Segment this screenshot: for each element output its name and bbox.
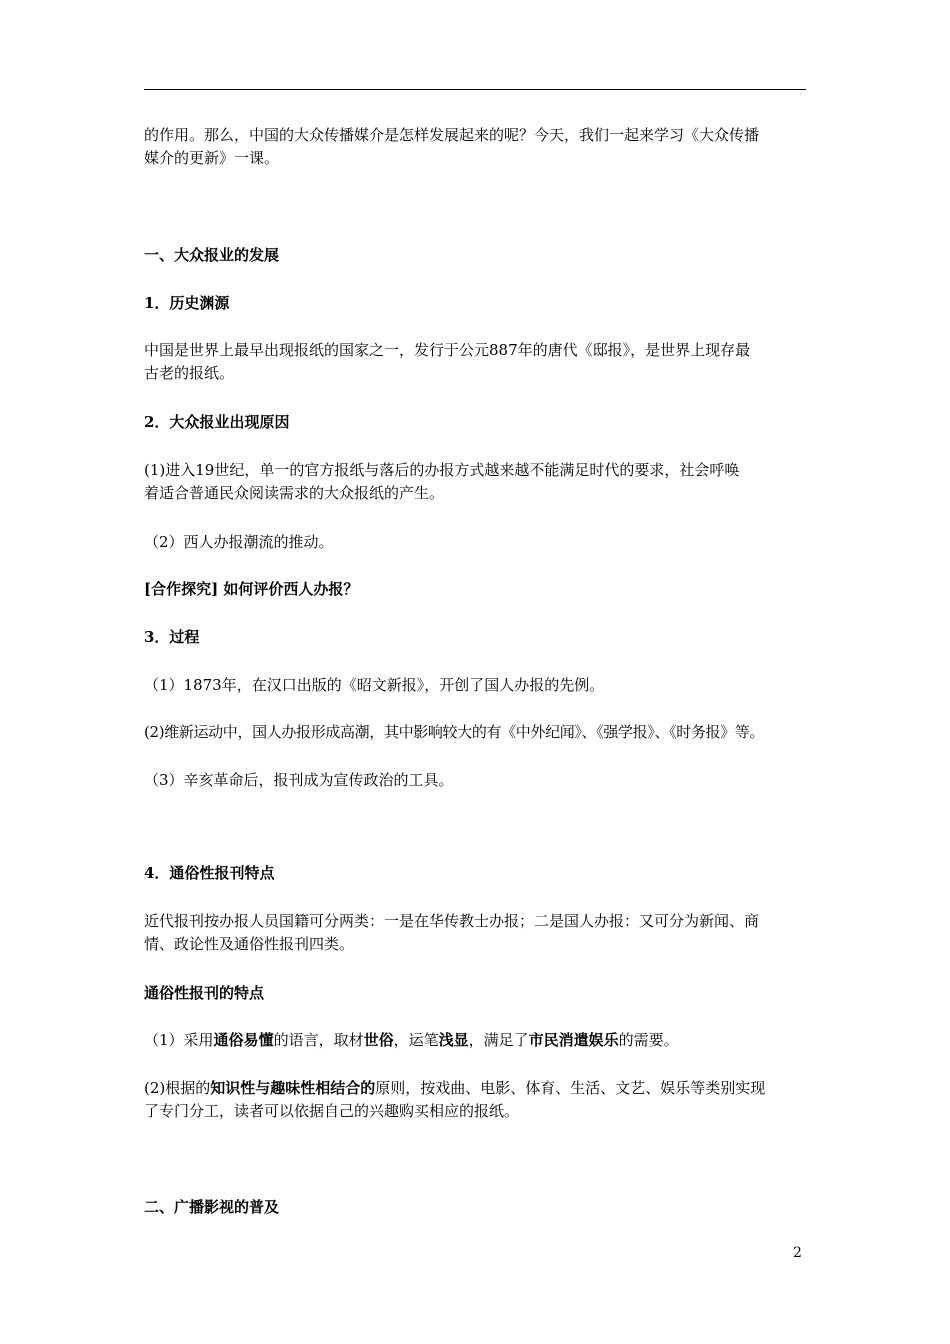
bold-text: 浅显 [438, 1031, 469, 1049]
paragraph [144, 339, 808, 385]
text-run: ，满足了 [468, 1031, 529, 1049]
text-line: 情、政论性及通俗性报刊四类。 [144, 935, 355, 953]
text-run: 的语言，取材 [273, 1031, 364, 1049]
subsection-heading: 4．通俗性报刊特点 [144, 864, 275, 882]
paragraph [144, 910, 808, 956]
text-run: （1）采用 [144, 1031, 214, 1049]
bold-text: 知识性与趣味性相结合的 [210, 1079, 376, 1097]
text-line: 了专门分工，读者可以依据自己的兴趣购买相应的报纸。 [144, 1102, 520, 1120]
text-line: (1)进入19世纪，单一的官方报纸与落后的办报方式越来越不能满足时代的要求，社会呼唤 [144, 461, 740, 479]
text-line: 近代报刊按办报人员国籍可分两类：一是在华传教士办报；二是国人办报：又可分为新闻、商 [144, 912, 760, 930]
text-line: 的作用。那么，中国的大众传播媒介是怎样发展起来的呢？今天，我们一起来学习《大众传播 [144, 126, 760, 144]
text-run: 原则，按戏曲、电影、体育、生活、文艺、娱乐等类别实现 [375, 1079, 766, 1097]
text-run: (2)根据的 [144, 1079, 211, 1097]
text-line [144, 1077, 808, 1100]
list-item [144, 1029, 808, 1052]
text-line: 媒介的更新》一课。 [144, 149, 280, 167]
bold-text: 市民消遣娱乐 [528, 1031, 619, 1049]
list-item [144, 1077, 808, 1123]
list-item [144, 459, 808, 505]
page-number: 2 [793, 1245, 802, 1261]
text-line: 中国是世界上最早出现报纸的国家之一，发行于公元887年的唐代《邸报》，是世界上现存最 [144, 341, 751, 359]
list-item: （2）西人办报潮流的推动。 [144, 533, 334, 551]
inquiry-heading: [合作探究] 如何评价西人办报？ [144, 580, 359, 598]
intro-paragraph [144, 124, 808, 170]
list-item: （1）1873年，在汉口出版的《昭文新报》，开创了国人办报的先例。 [144, 676, 605, 694]
list-item: （3）辛亥革命后，报刊成为宣传政治的工具。 [144, 771, 454, 789]
text-run: 的需要。 [618, 1031, 679, 1049]
list-item: (2)维新运动中，国人办报形成高潮，其中影响较大的有《中外纪闻》、《强学报》、《时务报》等。 [144, 723, 765, 741]
section-heading: 一、大众报业的发展 [144, 246, 280, 264]
bold-text: 通俗易懂 [213, 1031, 274, 1049]
text-line: 着适合普通民众阅读需求的大众报纸的产生。 [144, 484, 445, 502]
text-run: ，运笔 [393, 1031, 439, 1049]
section-heading: 二、广播影视的普及 [144, 1198, 280, 1216]
subsection-heading: 2．大众报业出现原因 [144, 413, 290, 431]
bold-text: 世俗 [363, 1031, 394, 1049]
subheading: 通俗性报刊的特点 [144, 984, 265, 1002]
subsection-heading: 1．历史渊源 [144, 294, 230, 312]
subsection-heading: 3．过程 [144, 628, 200, 646]
text-line: 古老的报纸。 [144, 364, 235, 382]
header-rule [144, 89, 806, 90]
